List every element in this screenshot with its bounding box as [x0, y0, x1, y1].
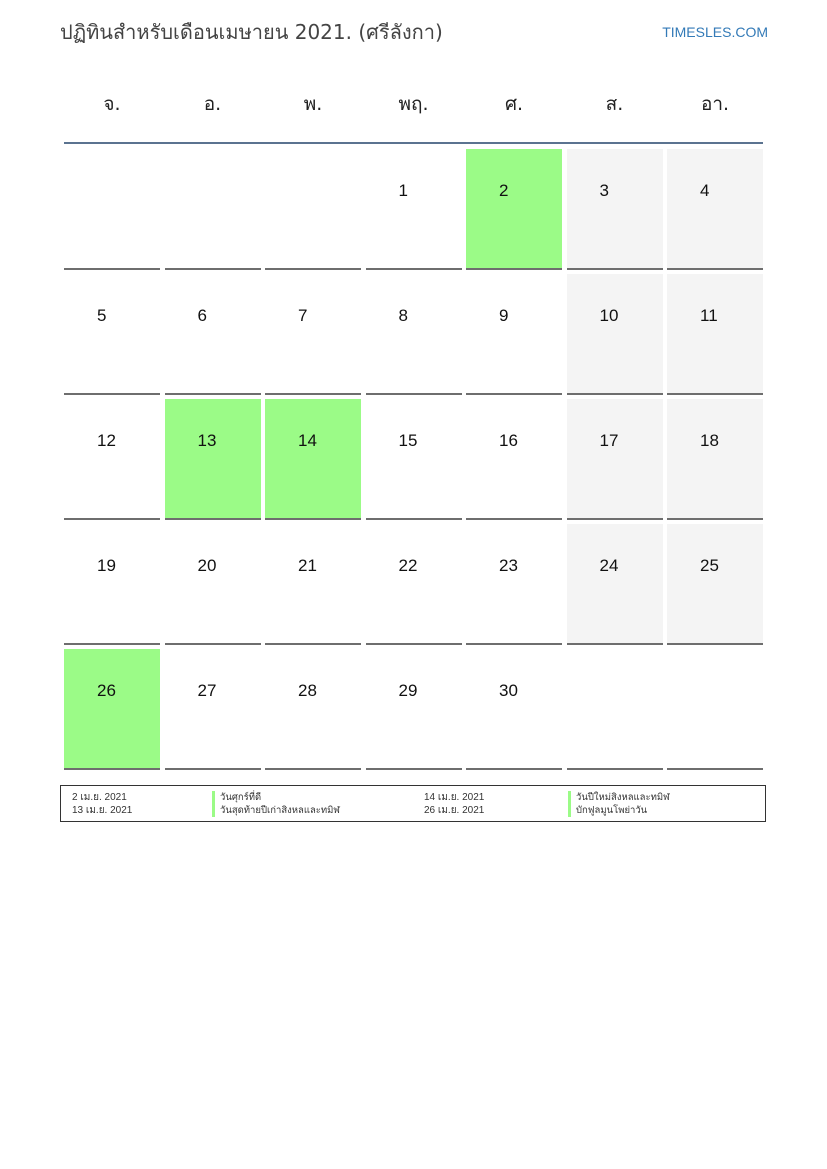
day-number: 10: [599, 306, 619, 325]
weekday-tue: อ.: [203, 93, 222, 115]
day-cell[interactable]: [567, 399, 663, 520]
day-cell: [567, 649, 663, 770]
legend-holiday-name: วันสุดท้ายปีเก่าสิงหลและทมิฬ: [212, 804, 340, 817]
legend-date: 2 เม.ย. 2021: [72, 792, 127, 803]
legend-holiday-name: วันปีใหม่สิงหลและทมิฬ: [568, 791, 670, 804]
legend-holiday-name: บักฟูลมูนโพย่าวัน: [568, 804, 647, 817]
day-cell[interactable]: [265, 399, 361, 520]
day-number: 20: [197, 556, 217, 575]
holiday-legend: [60, 785, 766, 822]
weekday-sun: อา.: [700, 93, 730, 115]
day-number: 6: [197, 306, 207, 325]
calendar-grid: [64, 149, 763, 770]
day-number: 13: [197, 431, 217, 450]
day-number: 23: [499, 556, 518, 575]
day-number: 27: [197, 681, 217, 700]
day-cell[interactable]: [567, 149, 663, 270]
day-cell[interactable]: [64, 274, 160, 395]
weekday-mon: จ.: [103, 93, 121, 115]
day-number: 2: [499, 181, 509, 200]
legend-date: 26 เม.ย. 2021: [424, 805, 485, 816]
day-cell[interactable]: [366, 274, 462, 395]
day-cell[interactable]: [366, 399, 462, 520]
day-number: 14: [298, 431, 317, 450]
brand-link[interactable]: TIMESLES.COM: [662, 24, 768, 40]
day-number: 11: [700, 306, 718, 325]
day-number: 24: [599, 556, 619, 575]
day-cell[interactable]: [165, 524, 261, 645]
day-cell[interactable]: [165, 399, 261, 520]
day-cell[interactable]: [265, 649, 361, 770]
day-cell[interactable]: [667, 274, 763, 395]
day-number: 16: [499, 431, 518, 450]
weekday-fri: ศ.: [504, 93, 524, 115]
day-number: 22: [398, 556, 418, 575]
day-cell[interactable]: [366, 524, 462, 645]
day-cell[interactable]: [667, 524, 763, 645]
day-number: 26: [97, 681, 116, 700]
day-number: 28: [298, 681, 317, 700]
day-cell[interactable]: [64, 524, 160, 645]
day-number: 29: [398, 681, 418, 700]
legend-holiday-name: วันศุกร์ที่ดี: [212, 791, 261, 804]
legend-date: 14 เม.ย. 2021: [424, 792, 485, 803]
day-number: 4: [700, 181, 710, 200]
day-cell: [265, 149, 361, 270]
day-cell[interactable]: [466, 399, 562, 520]
day-cell[interactable]: [64, 399, 160, 520]
day-number: 19: [97, 556, 116, 575]
day-cell[interactable]: [667, 399, 763, 520]
day-number: 21: [298, 556, 317, 575]
page-title: ปฏิทินสำหรับเดือนเมษายน 2021. (ศรีลังกา): [60, 20, 443, 44]
day-cell[interactable]: [466, 149, 562, 270]
day-number: 17: [599, 431, 619, 450]
legend-date: 13 เม.ย. 2021: [72, 805, 133, 816]
day-number: 15: [398, 431, 418, 450]
day-number: 9: [499, 306, 509, 325]
day-cell[interactable]: [64, 649, 160, 770]
day-cell[interactable]: [567, 274, 663, 395]
day-number: 1: [398, 181, 408, 200]
day-cell[interactable]: [466, 274, 562, 395]
day-cell: [667, 649, 763, 770]
day-number: 12: [97, 431, 116, 450]
weekday-header: [64, 84, 763, 144]
day-cell[interactable]: [366, 649, 462, 770]
day-number: 7: [298, 306, 308, 325]
day-cell: [165, 149, 261, 270]
day-cell[interactable]: [567, 524, 663, 645]
day-cell[interactable]: [165, 274, 261, 395]
day-cell[interactable]: [366, 149, 462, 270]
day-number: 8: [398, 306, 408, 325]
day-cell[interactable]: [265, 524, 361, 645]
day-cell: [64, 149, 160, 270]
day-cell[interactable]: [667, 149, 763, 270]
day-cell[interactable]: [165, 649, 261, 770]
day-cell[interactable]: [265, 274, 361, 395]
day-number: 30: [499, 681, 518, 700]
weekday-sat: ส.: [605, 93, 624, 115]
day-number: 5: [97, 306, 107, 325]
weekday-thu: พฤ.: [398, 93, 429, 115]
day-number: 25: [700, 556, 719, 575]
weekday-wed: พ.: [303, 93, 323, 115]
day-number: 18: [700, 431, 719, 450]
day-number: 3: [599, 181, 609, 200]
day-cell[interactable]: [466, 649, 562, 770]
day-cell[interactable]: [466, 524, 562, 645]
